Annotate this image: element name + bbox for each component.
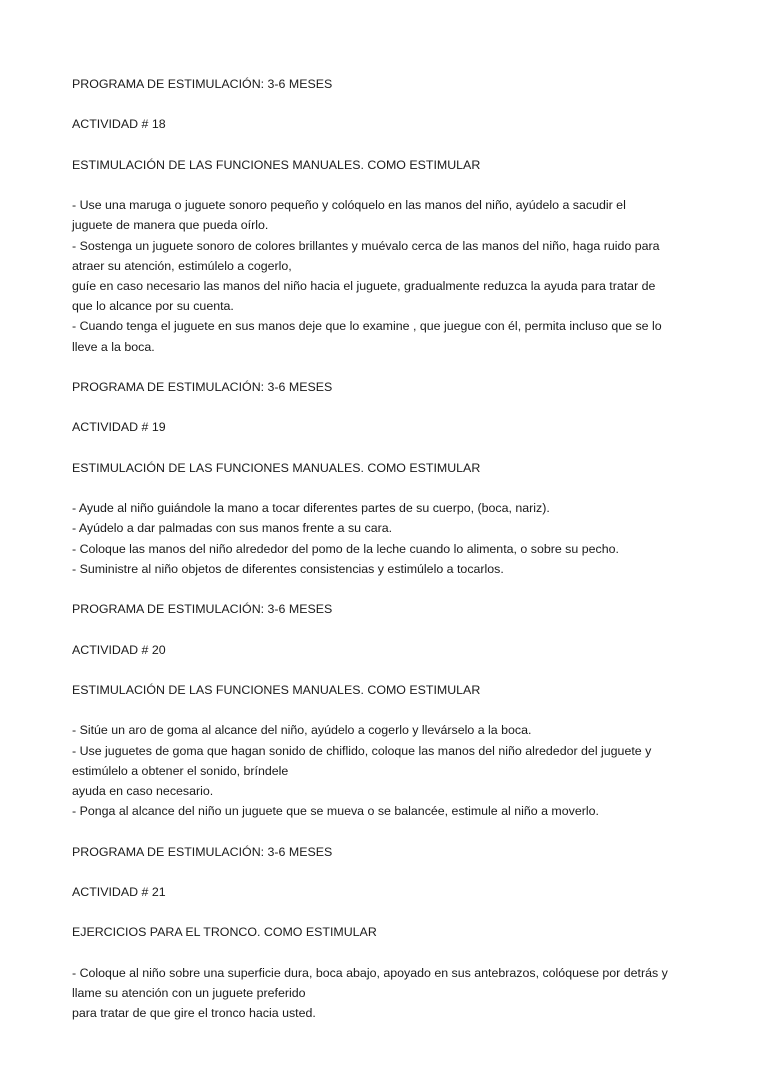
program-title: PROGRAMA DE ESTIMULACIÓN: 3-6 MESES: [72, 602, 333, 617]
body-line: - Coloque al niño sobre una superficie dura, boca abajo, apoyado en sus antebrazos, colóquese por detrás y: [72, 965, 668, 980]
body-line: - Ayúdelo a dar palmadas con sus manos frente a su cara.: [72, 521, 393, 536]
body-line: - Use una maruga o juguete sonoro pequeño y colóquelo en las manos del niño, ayúdelo a sacudir el: [72, 198, 626, 213]
activity-number: ACTIVIDAD # 20: [72, 642, 166, 657]
body-line: - Ayude al niño guiándole la mano a tocar diferentes partes de su cuerpo, (boca, nariz).: [72, 501, 550, 516]
body-line: - Sostenga un juguete sonoro de colores brillantes y muévalo cerca de las manos del niño, haga ruido para: [72, 238, 660, 253]
section-heading: EJERCICIOS PARA EL TRONCO. COMO ESTIMULAR: [72, 925, 377, 940]
program-title: PROGRAMA DE ESTIMULACIÓN: 3-6 MESES: [72, 379, 333, 394]
body-line: - Ponga al alcance del niño un juguete que se mueva o se balancée, estimule al niño a moverlo.: [72, 804, 599, 819]
section-activity-21: [72, 842, 702, 1024]
body-line: - Sitúe un aro de goma al alcance del niño, ayúdelo a cogerlo y llevárselo a la boca.: [72, 723, 532, 738]
document-page: [72, 74, 702, 1023]
section-activity-18: [72, 74, 702, 377]
body-line: lleve a la boca.: [72, 339, 155, 354]
body-line: - Cuando tenga el juguete en sus manos deje que lo examine , que juegue con él, permita incluso que se lo: [72, 319, 662, 334]
program-title: PROGRAMA DE ESTIMULACIÓN: 3-6 MESES: [72, 844, 333, 859]
body-line: para tratar de que gire el tronco hacia usted.: [72, 1006, 316, 1021]
section-activity-20: [72, 599, 702, 841]
body-line: - Use juguetes de goma que hagan sonido de chiflido, coloque las manos del niño alrededor del juguete y: [72, 743, 652, 758]
program-title: PROGRAMA DE ESTIMULACIÓN: 3-6 MESES: [72, 77, 333, 91]
body-line: que lo alcance por su cuenta.: [72, 299, 234, 314]
section-heading: ESTIMULACIÓN DE LAS FUNCIONES MANUALES. COMO ESTIMULAR: [72, 157, 481, 172]
body-line: juguete de manera que pueda oírlo.: [72, 218, 269, 233]
section-activity-19: [72, 377, 702, 599]
body-line: guíe en caso necesario las manos del niño hacia el juguete, gradualmente reduzca la ayuda para tratar de: [72, 278, 656, 293]
body-line: ayuda en caso necesario.: [72, 783, 214, 798]
body-line: atraer su atención, estimúlelo a cogerlo,: [72, 258, 292, 273]
body-line: estimúlelo a obtener el sonido, bríndele: [72, 763, 289, 778]
body-line: - Coloque las manos del niño alrededor del pomo de la leche cuando lo alimenta, o sobre su pecho.: [72, 541, 619, 556]
activity-number: ACTIVIDAD # 21: [72, 884, 166, 899]
section-heading: ESTIMULACIÓN DE LAS FUNCIONES MANUALES. COMO ESTIMULAR: [72, 682, 481, 697]
body-line: llame su atención con un juguete preferido: [72, 985, 306, 1000]
activity-number: ACTIVIDAD # 19: [72, 420, 166, 435]
body-line: - Suministre al niño objetos de diferentes consistencias y estimúlelo a tocarlos.: [72, 561, 504, 576]
section-heading: ESTIMULACIÓN DE LAS FUNCIONES MANUALES. COMO ESTIMULAR: [72, 460, 481, 475]
activity-number: ACTIVIDAD # 18: [72, 117, 166, 132]
